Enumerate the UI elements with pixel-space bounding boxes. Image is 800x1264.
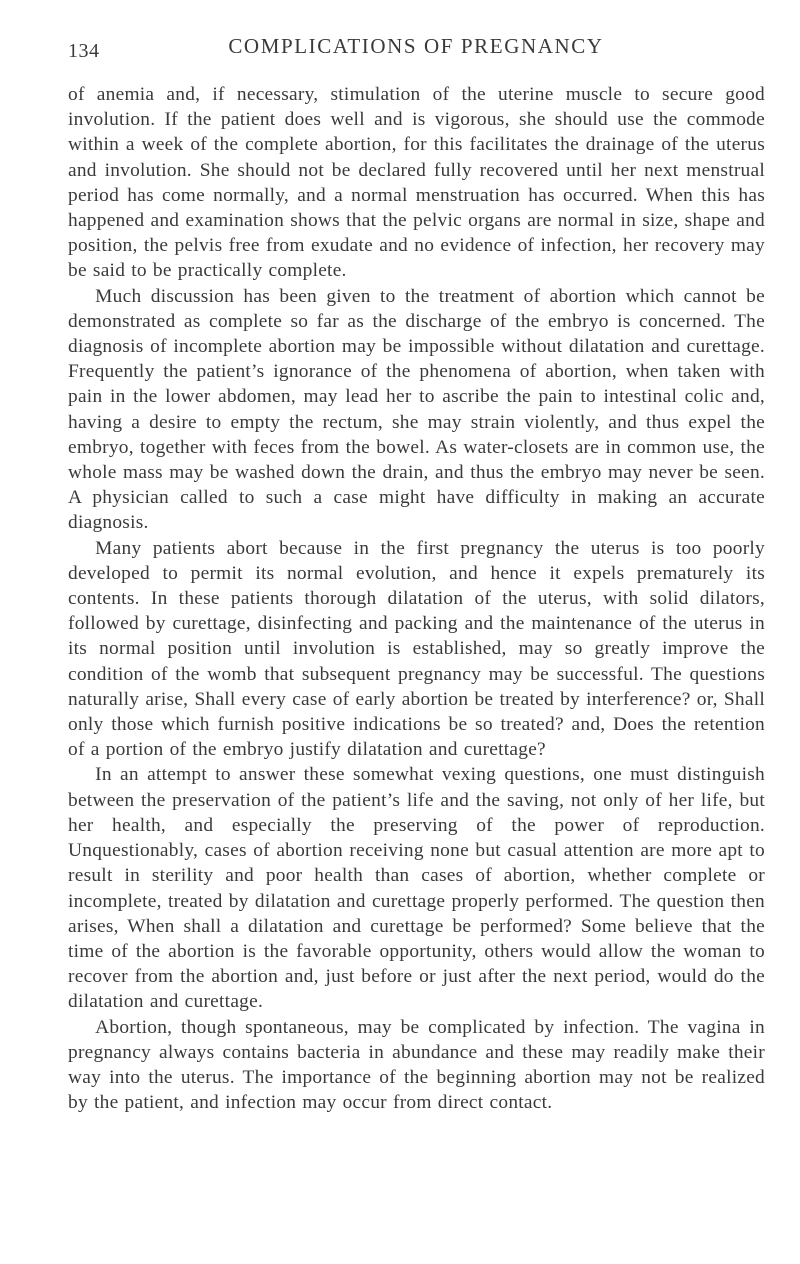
body-text (68, 82, 765, 1115)
paragraph-infection: Abortion, though spontaneous, may be complicated by infection. The vagina in pregnancy always contains bacteria in abundance and these may readily make their way into the uterus. The importance of the beginning abortion may not be realized by the patient, and infection may occur from direct contact. (68, 1016, 765, 1114)
paragraph-vexing-questions: In an attempt to answer these somewhat vexing questions, one must distinguish between the preservation of the patient’s life and the saving, not only of her life, but her health, and especially the preserving of the power of reproduction. Unquestionably, cases of abortion receiving none but casual attention are more apt to result in sterility and poor health than cases of abortion, whether complete or incomplete, treated by dilatation and curettage properly performed. The question then arises, When shall a dilatation and curettage be performed? Some believe that the time of the abortion is the favorable opportunity, others would allow the woman to recover from the abortion and, just before or just after the next period, would do the dilatation and curettage. (68, 764, 765, 1013)
page-header (68, 34, 764, 64)
page-number: 134 (68, 40, 100, 62)
paragraph-continuation: of anemia and, if necessary, stimulation of the uterine muscle to secure good involution. If the patient does well and is vigorous, she should use the commode within a week of the complete abortion, for this facilitates the drainage of the uterus and involution. She should not be declared fully recovered until her next menstrual period has come normally, and a normal menstruation has occurred. When this has happened and examination shows that the pelvic organs are normal in size, shape and position, the pelvis free from exudate and no evidence of infection, her recovery may be said to be practically complete. (68, 84, 765, 282)
paragraph-incomplete-abortion: Much discussion has been given to the treatment of abortion which cannot be demonstrated as complete so far as the discharge of the embryo is concerned. The diagnosis of incomplete abortion may be impossible without dilatation and curettage. Frequently the patient’s ignorance of the phenomena of abortion, when taken with pain in the lower abdomen, may lead her to ascribe the pain to intestinal colic and, having a desire to empty the rectum, she may strain violently, and thus expel the embryo, together with feces from the bowel. As water-closets are in common use, the whole mass may be washed down the drain, and thus the embryo may never be seen. A physician called to such a case might have difficulty in making an accurate diagnosis. (68, 285, 765, 534)
paragraph-first-pregnancy: Many patients abort because in the first pregnancy the uterus is too poorly developed to permit its normal evolution, and hence it expels prematurely its contents. In these patients thorough dilatation of the uterus, with solid dilators, followed by curettage, disinfecting and packing and the maintenance of the uterus in its normal position until involution is established, may so greatly improve the condition of the womb that subsequent pregnancy may be successful. The questions naturally arise, Shall every case of early abortion be treated by interference? or, Shall only those which furnish positive indications be so treated? and, Does the retention of a portion of the embryo justify dilatation and curettage? (68, 537, 765, 761)
running-title: COMPLICATIONS OF PREGNANCY (228, 34, 604, 58)
